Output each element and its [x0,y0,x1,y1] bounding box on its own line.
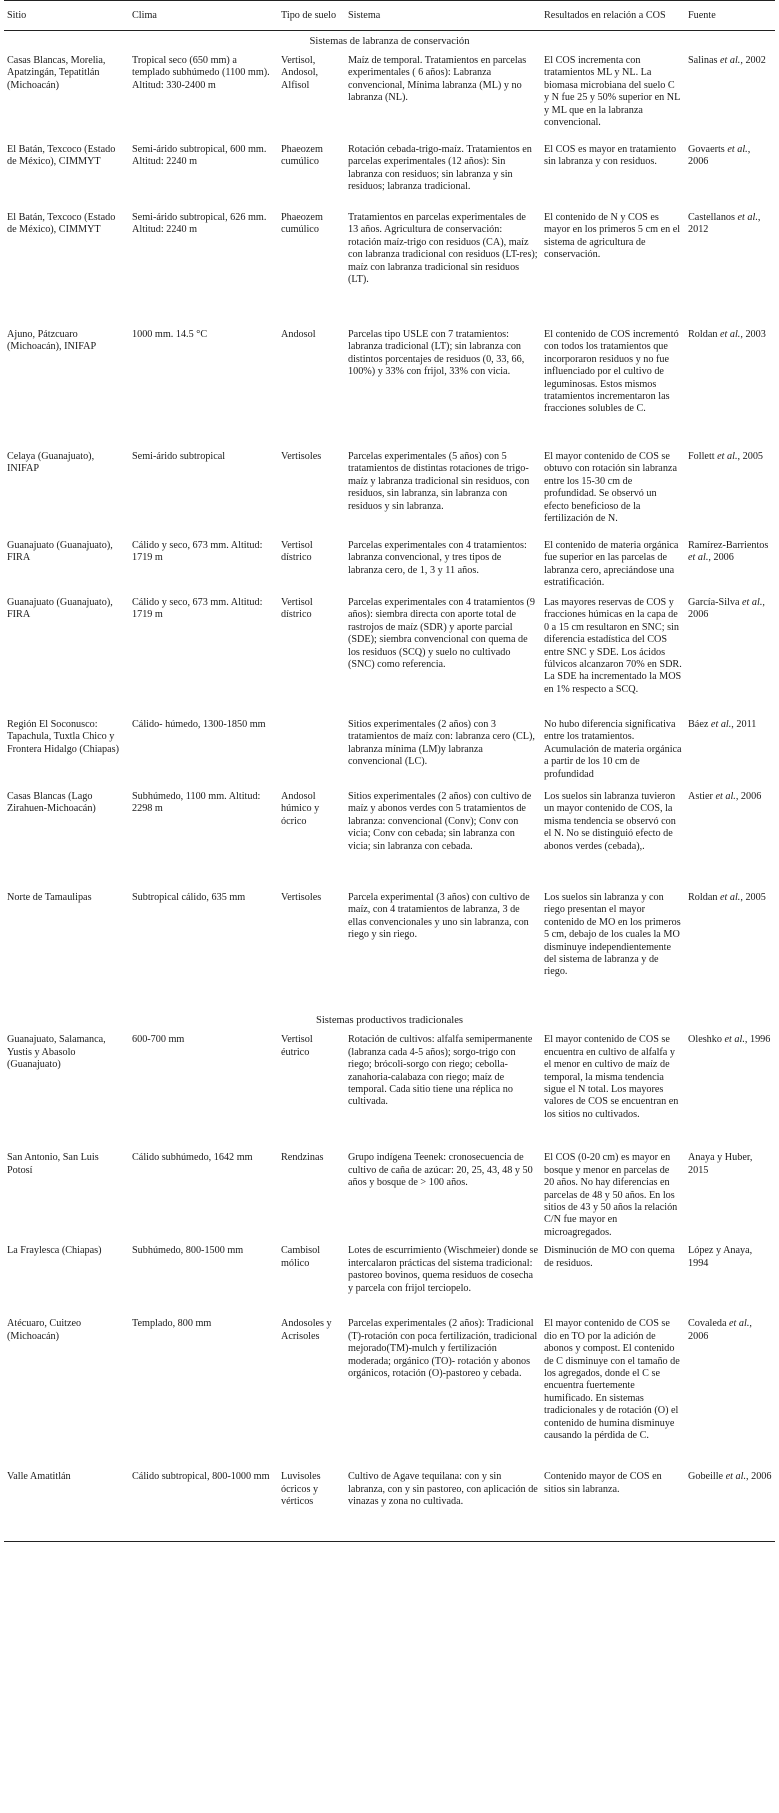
fuente-year: , 2006 [746,1471,772,1483]
cell-sistema: Parcelas experimentales con 4 tratamientos (9 años): siembra directa con aporte total de rastrojos de maíz (SDR) y aporte parcial (SDE); siembra convencional con quema de los residuos (SCQ) y suelo no cultivado (SNC) como referencia. [348,597,535,671]
cell-sistema: Lotes de escurrimiento (Wischmeier) donde se intercalaron prácticas del sistema tradicional: pastoreo bovinos, quema residuos de cosecha y parcela con frijol terciopelo. [348,1245,538,1294]
fuente-author: Covaleda [688,1318,730,1330]
cell-clima: Semi-árido subtropical, 626 mm. Altitud: 2240 m [132,212,267,236]
fuente-year: , 1996 [744,1034,771,1046]
cell-sitio: El Batán, Texcoco (Estado de México), CIMMYT [7,144,116,168]
cell-fuente [685,719,775,791]
cell-resultados: Disminución de MO con quema de residuos. [544,1245,675,1269]
cell-resultados: El contenido de materia orgánica fue superior en las parcelas de labranza cero, apreciándose una estratificación. [544,540,679,589]
cell-resultados: El COS (0-20 cm) es mayor en bosque y menor en parcelas de 20 años. No hay diferencias en parcelas de 48 y 50 años. En los sitios de 43 y 50 años la relación C/N fue mayor en microagregados. [544,1152,678,1238]
cell-tipo-suelo: Cambisol mólico [281,1245,321,1269]
fuente-year: , 2003 [740,329,766,340]
cell-sitio: Valle Amatitlán [4,1471,129,1541]
fuente-author: Govaerts [688,144,728,155]
cell-clima: Cálido y seco, 673 mm. Altitud: 1719 m [132,540,263,564]
fuente-et-al: et al. [719,892,741,903]
cell-sitio: Casas Blancas, Morelia, Apatzingán, Tepatitlán (Michoacán) [7,55,106,91]
table-row [4,451,775,540]
cell-resultados: Los suelos sin labranza y con riego presentan el mayor contenido de MO en los primeros 5 cm, debajo de los cuales la MO disminuye independientemente del sistema de labranza y de riego. [544,892,681,978]
cell-resultados: Los suelos sin labranza tuvieron un mayor contenido de COS, la misma tendencia se observó con el N. No se distinguió efecto de abonos verdes (cebada),. [544,791,676,852]
fuente-et-al: et al. [715,791,736,802]
cell-fuente [685,791,775,892]
fuente-year: , 2012 [688,212,761,236]
fuente-et-al: et al. [727,144,748,155]
header-fuente: Fuente [685,1,775,31]
table-row [4,1318,775,1471]
fuente-author: Ramírez-Barrientos [688,540,769,551]
table-row [4,329,775,451]
cos-studies-table [4,0,775,1542]
cell-resultados: Contenido mayor de COS en sitios sin labranza. [541,1471,685,1541]
fuente-year: , 2006 [688,597,765,621]
cell-tipo-suelo: Phaeozem cumúlico [281,144,323,168]
cell-fuente [685,597,775,719]
section-row [4,30,775,55]
header-row [4,1,775,31]
table-row [4,1152,775,1245]
fuente-et-al: et al. [724,1034,745,1046]
cell-clima: Cálido subhúmedo, 1642 mm [132,1152,253,1164]
cell-tipo-suelo: Vertisol, Andosol, Alfisol [281,55,319,91]
table-row [4,144,775,212]
header-clima: Clima [129,1,278,31]
cell-sitio: Norte de Tamaulipas [7,892,92,903]
cell-sitio: Región El Soconusco: Tapachula, Tuxtla Chico y Frontera Hidalgo (Chiapas) [7,719,120,755]
cell-fuente [685,1318,775,1471]
cell-resultados: El contenido de N y COS es mayor en los primeros 5 cm en el sistema de agricultura de conservación. [544,212,681,261]
table-row [4,1245,775,1318]
cell-sitio: Casas Blancas (Lago Zirahuen-Michoacán) [7,791,96,815]
cell-fuente [685,212,775,329]
fuente-et-al: et al. [719,55,741,66]
fuente-author: Roldan [688,329,720,340]
fuente-author: Roldan [688,892,720,903]
table-row [4,719,775,791]
cell-fuente [685,1034,775,1152]
fuente-year: , 2002 [740,55,766,66]
cell-resultados: No hubo diferencia significativa entre los tratamientos. Acumulación de materia orgánica a partir de los 10 cm de profundidad [544,719,682,780]
cell-sistema: Sitios experimentales (2 años) con cultivo de maíz y abonos verdes con 5 tratamientos de labranza: convencional (Conv); Conv con vicia; Conv con cebada; sin labranza con vicia; sin labranza con cebada. [348,791,532,852]
table-body [4,30,775,1541]
fuente-et-al: et al. [729,1318,750,1330]
cell-sistema: Cultivo de Agave tequilana: con y sin labranza, con y sin pastoreo, con aplicación de vinazas y zona no cultivada. [345,1471,541,1541]
cell-tipo-suelo: Andosol [281,329,316,340]
cell-fuente [685,1471,775,1541]
table-header [4,1,775,31]
cell-sitio: Celaya (Guanajuato), INIFAP [7,451,95,475]
cell-clima: Subhúmedo, 1100 mm. Altitud: 2298 m [132,791,261,815]
cell-tipo-suelo: Andosol húmico y ócrico [281,791,320,827]
cell-sitio: La Fraylesca (Chiapas) [7,1245,102,1257]
cell-sistema: Tratamientos en parcelas experimentales de 13 años. Agricultura de conservación: rotación maíz-trigo con residuos (CA), maíz con labranza tradicional con residuos (LT-res); maíz con labranza tradicional sin residuos (LT). [348,212,538,286]
cell-resultados: El contenido de COS incrementó con todos los tratamientos que incorporaron residuos y no fue influenciado por el cultivo de leguminosas. Estos mismos tratamientos incrementaron las fracciones solubles de C. [544,329,679,415]
section-row [4,1010,775,1034]
fuente-et-al: et al. [688,552,709,564]
cell-resultados: El COS es mayor en tratamiento sin labranza y con residuos. [544,144,677,168]
table-row [4,791,775,892]
fuente-year: , 2006 [688,1318,752,1342]
header-sitio: Sitio [4,1,129,31]
cell-tipo-suelo: Vertisol dístrico [281,597,313,621]
cell-clima: Subtropical cálido, 635 mm [132,892,246,903]
table-row [4,55,775,144]
cell-sitio: Ajuno, Pátzcuaro (Michoacán), INIFAP [7,329,97,353]
fuente-year: , 2006 [708,552,734,564]
cell-tipo-suelo: Luvisoles ócricos y vérticos [278,1471,345,1541]
fuente-author: Báez [688,719,711,730]
fuente-author: Astier [688,791,716,802]
cell-fuente [685,451,775,540]
fuente-author: Gobeille [688,1471,726,1483]
cell-resultados: El mayor contenido de COS se dio en TO por la adición de abonos y compost. El contenido de C disminuye con el tamaño de los agregados, donde el C se encuentra fuertemente humificado. En sistemas tradicionales y de rotación (O) el contenido de humina disminuye causando la pérdida de C. [544,1318,680,1442]
fuente-year: , 2006 [688,144,751,168]
cell-fuente [685,1152,775,1245]
fuente-et-al: et al. [737,212,758,223]
cell-fuente [685,892,775,1010]
cell-sistema: Sitios experimentales (2 años) con 3 tratamientos de maíz con: labranza cero (CL), labranza mínima (LM)y labranza convencional (LC). [348,719,535,768]
cell-clima: Semi-árido subtropical [132,451,226,462]
cell-tipo-suelo: Vertisoles [281,451,322,462]
fuente-et-al: et al. [719,329,741,340]
header-sistema: Sistema [345,1,541,31]
fuente-author: Anaya y Huber, 2015 [688,1152,753,1176]
cell-sistema: Maíz de temporal. Tratamientos en parcelas experimentales ( 6 años): Labranza convencional, Mínima labranza (ML) y no labranza (NL). [348,55,527,104]
fuente-year: , 2011 [731,719,757,730]
table-row [4,1471,775,1541]
cell-sitio: Guanajuato, Salamanca, Yustis y Abasolo (Guanajuato) [7,1034,106,1071]
cell-clima: Cálido- húmedo, 1300-1850 mm [132,719,266,730]
section-title: Sistemas productivos tradicionales [315,1015,464,1026]
cell-fuente [685,55,775,144]
fuente-et-al: et al. [742,597,763,608]
fuente-author: Castellanos [688,212,738,223]
cell-clima: Cálido y seco, 673 mm. Altitud: 1719 m [132,597,263,621]
cell-tipo-suelo [278,719,345,791]
fuente-et-al: et al. [725,1471,747,1483]
fuente-et-al: et al. [717,451,738,462]
fuente-year: , 2006 [735,791,762,802]
cell-tipo-suelo: Phaeozem cumúlico [281,212,323,236]
table-row [4,597,775,719]
cell-tipo-suelo: Andosoles y Acrisoles [281,1318,332,1342]
cell-sitio: Atécuaro, Cuitzeo (Michoacán) [7,1318,82,1342]
cell-sistema: Parcelas experimentales (2 años): Tradicional (T)-rotación con poca fertilización, tradicional mejorado(TM)-mulch y fertilización moderada; orgánico (TO)- rotación y abonos orgánicos, rotación (O)-pastoreo y cebada. [348,1318,538,1380]
cell-fuente [685,329,775,451]
cell-sistema: Grupo indígena Teenek: cronosecuencia de cultivo de caña de azúcar: 20, 25, 43, 48 y 50 años y bosque de > 100 años. [348,1152,533,1189]
cell-tipo-suelo: Vertisol dístrico [281,540,313,564]
section-title: Sistemas de labranza de conservación [309,35,470,47]
fuente-year: , 2005 [737,451,763,462]
table-row [4,1034,775,1152]
cell-tipo-suelo: Rendzinas [281,1152,324,1164]
table-row [4,892,775,1010]
cell-clima: Cálido subtropical, 800-1000 mm [129,1471,278,1541]
cell-resultados: El COS incrementa con tratamientos ML y NL. La biomasa microbiana del suelo C y N fue 25 y 50% superior en NL y ML que en la labranza convencional. [544,55,680,129]
header-resultados: Resultados en relación a COS [541,1,685,31]
cell-sitio: Guanajuato (Guanajuato), FIRA [7,597,113,621]
fuente-author: Oleshko [688,1034,725,1046]
fuente-et-al: et al. [710,719,732,730]
cell-sitio: Guanajuato (Guanajuato), FIRA [7,540,113,564]
cell-clima: Semi-árido subtropical, 600 mm. Altitud: 2240 m [132,144,267,168]
cell-sistema: Parcelas experimentales con 4 tratamientos: labranza convencional, y tres tipos de labranza cero, de 1, 3 y 11 años. [348,540,527,576]
cell-resultados: Las mayores reservas de COS y fracciones húmicas en la capa de 0 a 15 cm resultaron en SNC; sin diferencia estadística del COS entre SNC y SDE. Los ácidos fúlvicos alcanzaron 70% en SDR. La SDE ha incrementado la MOS en 1% respecto a SCQ. [544,597,682,695]
table-row [4,212,775,329]
cell-sitio: San Antonio, San Luis Potosí [7,1152,99,1176]
cell-resultados: El mayor contenido de COS se obtuvo con rotación sin labranza entre los 15-30 cm de profundidad. Se observó un efecto beneficioso de la fertilización de N. [544,451,677,525]
cell-tipo-suelo: Vertisol éutrico [281,1034,313,1058]
cell-sistema: Rotación de cultivos: alfalfa semipermanente (labranza cada 4-5 años); sorgo-trigo con riego; brócoli-sorgo con riego; cebolla-zanahoria-calabaza con riego; maíz de temporal. Cada sitio tiene una réplica no cultivada. [348,1034,533,1108]
fuente-author: Salinas [688,55,720,66]
fuente-author: Follett [688,451,718,462]
cell-sistema: Parcelas tipo USLE con 7 tratamientos: labranza tradicional (LT); sin labranza con distintos porcentajes de residuos (0, 33, 66, 100%) y 33% con frijol, 33% con vicia. [348,329,525,378]
cell-sistema: Parcela experimental (3 años) con cultivo de maíz, con 4 tratamientos de labranza, 3 de ellas convencionales y uno sin labranza, con riego y sin riego. [348,892,530,941]
cell-fuente [685,144,775,212]
cell-fuente [685,1245,775,1318]
cell-fuente [685,540,775,597]
cell-sistema: Rotación cebada-trigo-maíz. Tratamientos en parcelas experimentales (12 años): Sin labranza con residuos; sin labranza y sin residuos; labranza tradicional. [348,144,532,193]
cell-clima: Subhúmedo, 800-1500 mm [132,1245,244,1257]
cell-tipo-suelo: Vertisoles [281,892,322,903]
cell-sistema: Parcelas experimentales (5 años) con 5 tratamientos de distintas rotaciones de trigo-maíz y labranza tradicional sin residuos, con residuos, sin labranza, sin labranza con residuos y sin labranza. [348,451,530,512]
cell-clima: 600-700 mm [132,1034,185,1046]
cell-resultados: El mayor contenido de COS se encuentra en cultivo de alfalfa y el menor en cultivo de maíz de temporal, la misma tendencia sigue el N total. Los mayores valores de COS se encuentran en los sitios no cultivados. [544,1034,679,1120]
cell-clima: Templado, 800 mm [132,1318,212,1330]
header-tipo-suelo: Tipo de suelo [278,1,345,31]
fuente-author: García-Silva [688,597,743,608]
fuente-author: López y Anaya, 1994 [688,1245,753,1269]
table-row [4,540,775,597]
cell-sitio: El Batán, Texcoco (Estado de México), CIMMYT [7,212,116,236]
cell-clima: 1000 mm. 14.5 °C [132,329,208,340]
cell-clima: Tropical seco (650 mm) a templado subhúmedo (1100 mm). Altitud: 330-2400 m [132,55,270,91]
fuente-year: , 2005 [740,892,766,903]
